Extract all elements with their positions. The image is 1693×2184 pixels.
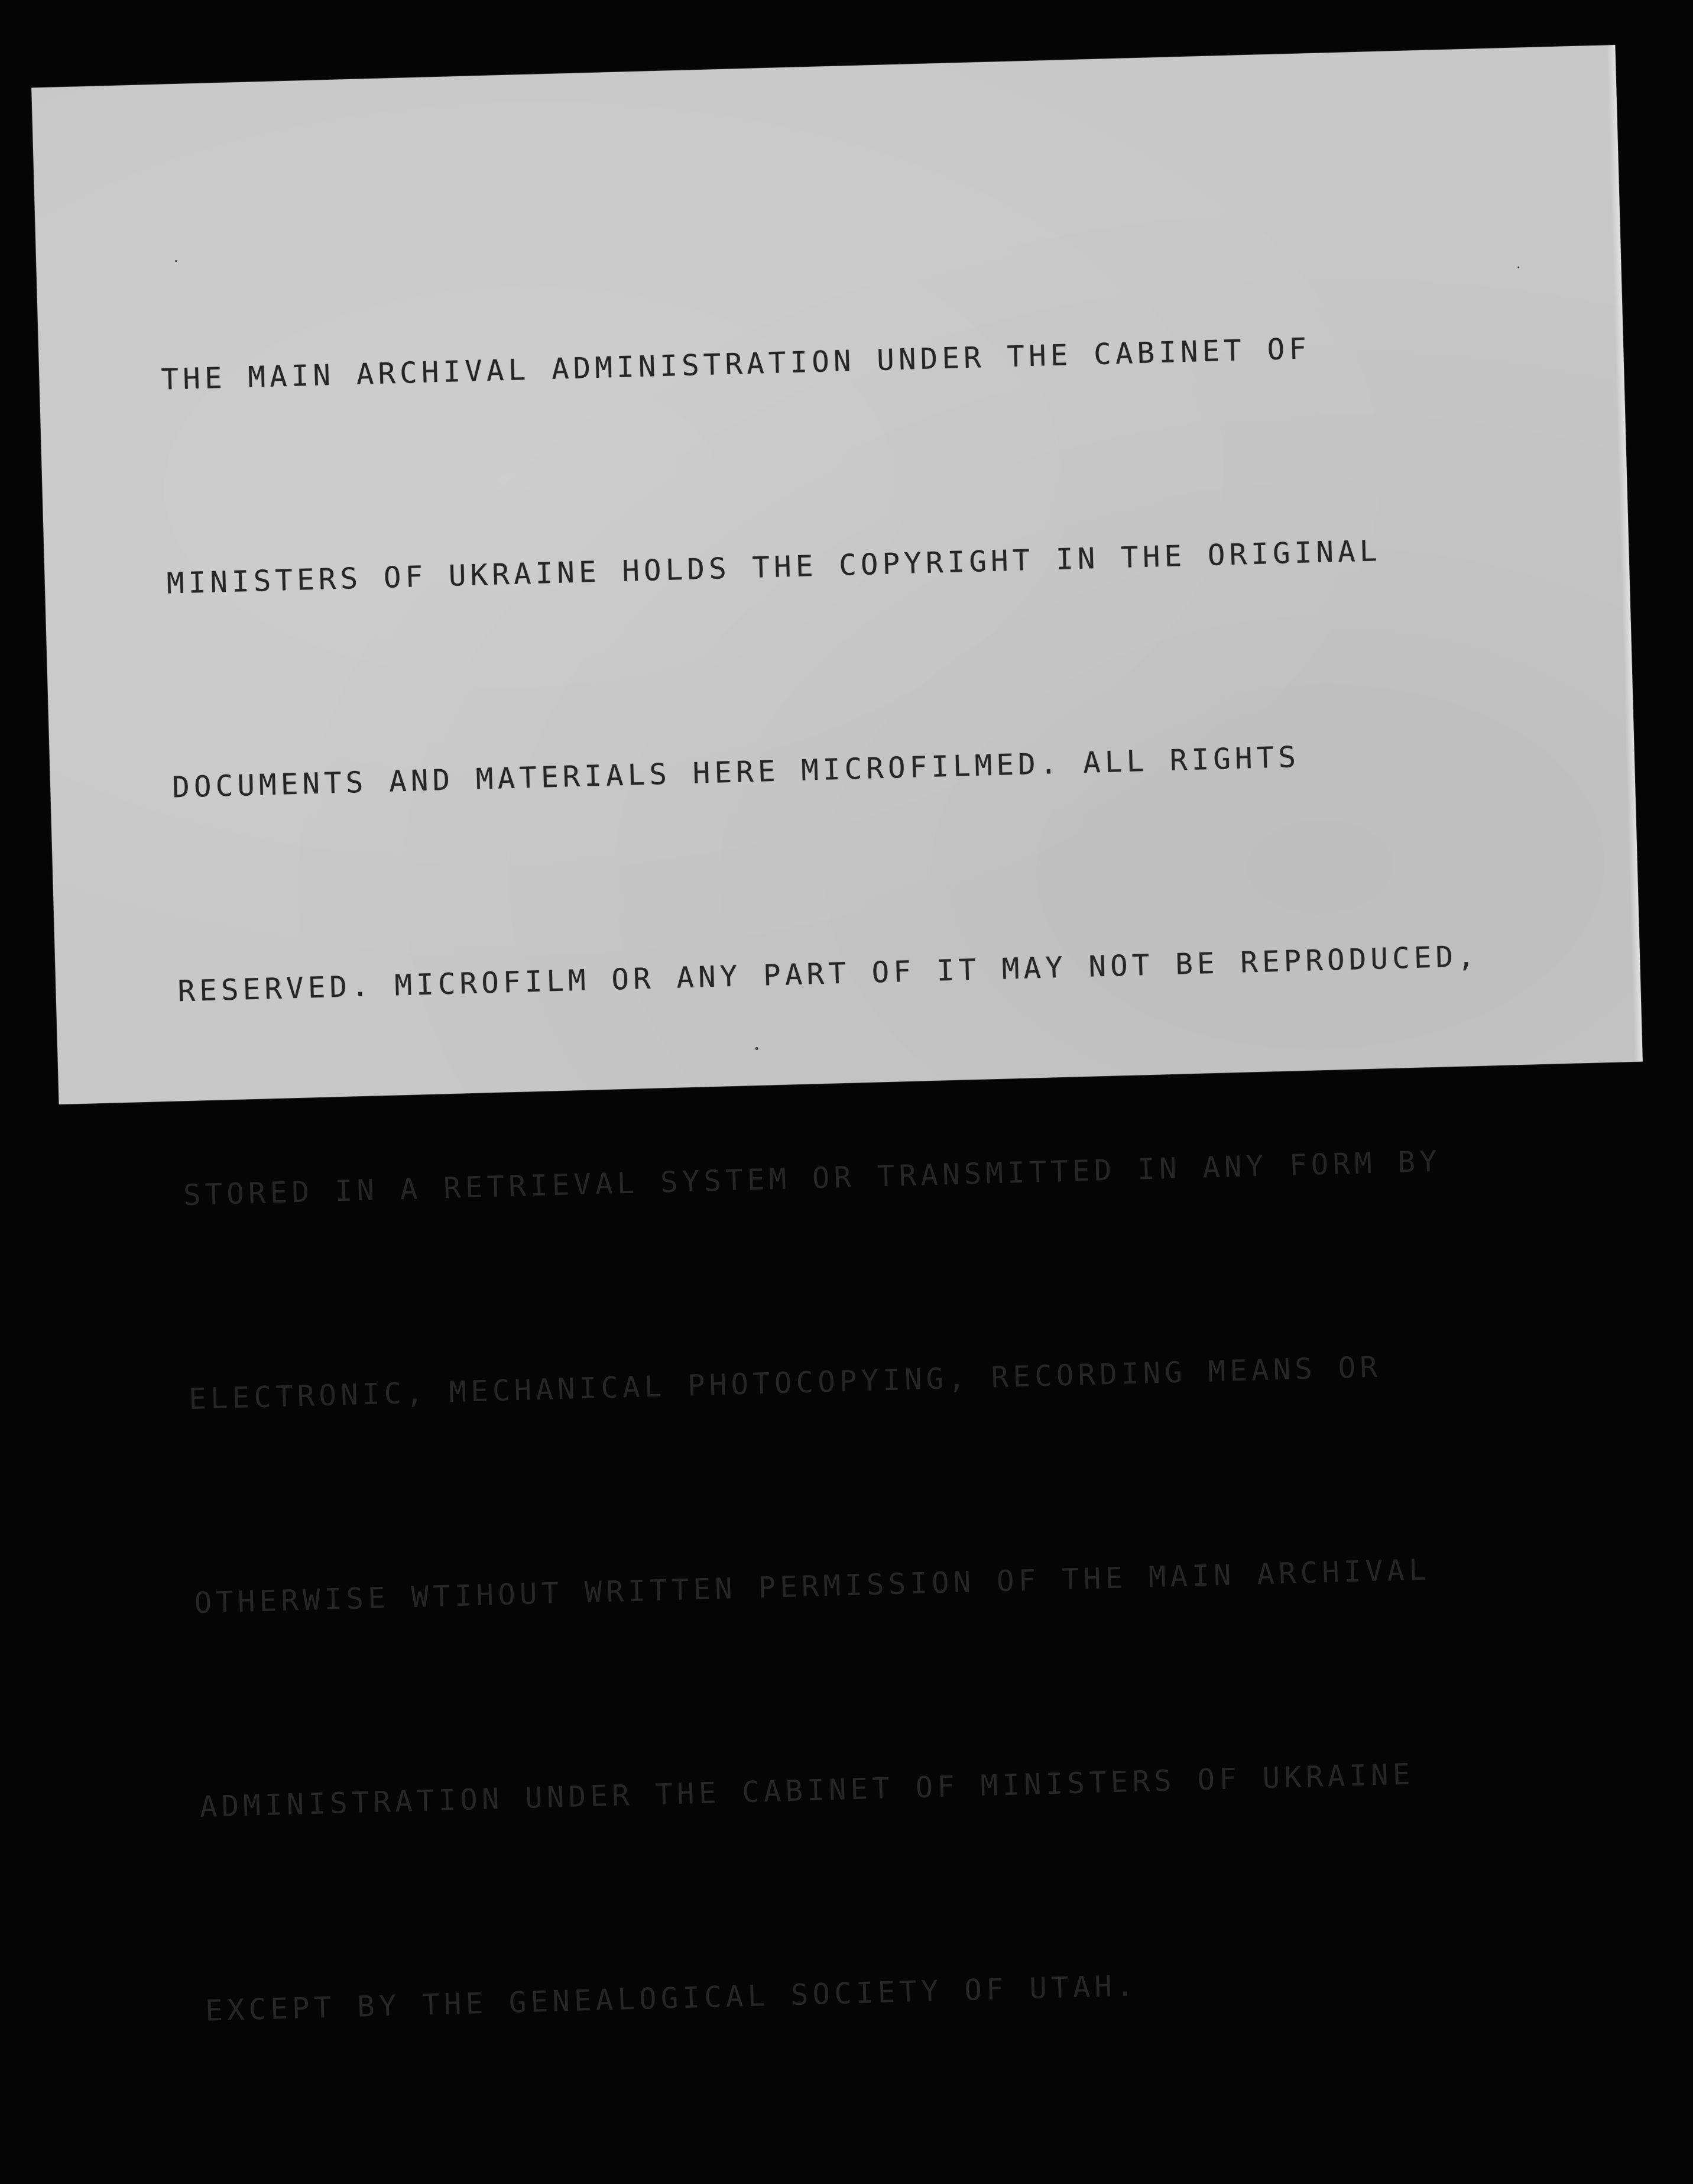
notice-line: STORED IN A RETRIEVAL SYSTEM OR TRANSMITTED IN ANY FORM BY <box>183 1144 1442 1213</box>
copyright-notice-text <box>157 174 1511 2180</box>
card-edge-highlight <box>1607 45 1643 1062</box>
notice-line: DOCUMENTS AND MATERIALS HERE MICROFILMED. ALL RIGHTS <box>171 740 1300 805</box>
notice-line: MINISTERS OF UKRAINE HOLDS THE COPYRIGHT IN THE ORIGINAL <box>166 534 1382 601</box>
dust-speck <box>175 260 177 262</box>
notice-line: ADMINISTRATION UNDER THE CABINET OF MINISTERS OF UKRAINE <box>199 1757 1415 1824</box>
notice-line: RESERVED. MICROFILM OR ANY PART OF IT MAY NOT BE REPRODUCED, <box>177 939 1480 1009</box>
notice-line: THE MAIN ARCHIVAL ADMINISTRATION UNDER THE CABINET OF <box>160 332 1311 397</box>
copyright-notice-card <box>31 45 1643 2028</box>
notice-line: ELECTRONIC, MECHANICAL PHOTOCOPYING, RECORDING MEANS OR <box>188 1350 1382 1417</box>
dust-speck <box>1517 267 1519 268</box>
notice-line: EXCEPT BY THE GENEALOGICAL SOCIETY OF UTAH. <box>205 1969 1139 2028</box>
dust-speck <box>755 1047 758 1050</box>
notice-line: OTHERWISE WTIHOUT WRITTEN PERMISSION OF THE MAIN ARCHIVAL <box>193 1553 1431 1621</box>
